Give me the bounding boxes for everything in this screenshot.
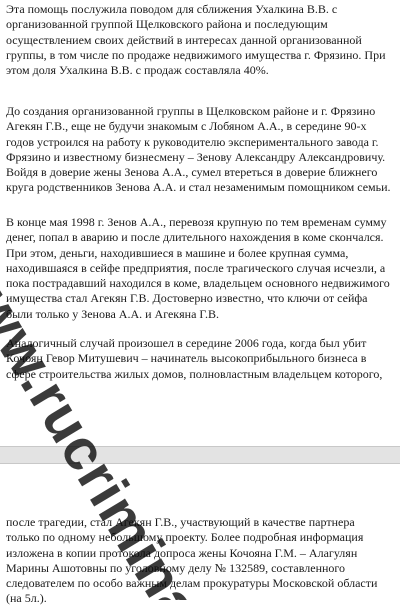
text-line: следователем по особо важным делам прокуратуры Московской области	[6, 576, 378, 591]
paragraph-1	[6, 2, 396, 78]
text-line: В конце мая 1998 г. Зенов А.А., перевозя крупную по тем временам сумму	[6, 215, 387, 229]
text-line: круга родственников Зенова А.А. и стал незаменимым помощником семьи.	[6, 180, 391, 195]
text-line: Фрязино и известному бизнесмену – Зенову Александру Александровичу.	[6, 149, 386, 164]
text-line: годов устроился на работу к руководителю экспериментального завода г.	[6, 134, 379, 149]
text-line: организованной группой Щелковского района и последующим	[6, 17, 328, 32]
text-line: осуществлением своих действий в интересах данной организованной	[6, 32, 362, 47]
text-line: Кочоян Гевор Митушевич – начинатель высокоприбыльного бизнеса в	[6, 351, 367, 366]
text-line: Марины Ашотовны по уголовному делу № 132589, составленного	[6, 560, 346, 575]
text-line: имущества стал Агекян Г.В. Достоверно известно, что ключи от сейфа	[6, 291, 368, 306]
page-break	[0, 446, 400, 464]
text-line: До создания организованной группы в Щелковском районе и г. Фрязино	[6, 104, 376, 118]
text-line: сфере строительства жилых домов, полновластным владельцем которого,	[6, 366, 383, 381]
text-line: были только у Зенова А.А. и Агекяна Г.В.	[6, 306, 219, 321]
text-line: только по одному небольшому проекту. Более подробная информация	[6, 530, 364, 545]
paragraph-5	[6, 515, 396, 607]
text-line: (на 5л.).	[6, 591, 47, 606]
text-line: пока пострадавший находился в коме, владельцем основного недвижимого	[6, 276, 390, 291]
text-line: после трагедии, стал Агекян Г.В., участвующий в качестве партнера	[6, 515, 355, 529]
paragraph-2	[6, 104, 396, 196]
text-line: этом доля Ухалкина В.В. с продаж составляла 40%.	[6, 63, 269, 78]
paragraph-4	[6, 336, 396, 382]
text-line: Эта помощь послужила поводом для сближения Ухалкина В.В. с	[6, 2, 338, 16]
paragraph-3	[6, 215, 396, 322]
text-line: Агекян Г.В., еще не будучи знакомым с Лобяном А.А., в середине 90-х	[6, 119, 367, 134]
text-line: При этом, деньги, находившиеся в машине и более крупная сумма,	[6, 245, 349, 260]
text-line: Войдя в доверие жены Зенова А.А., сумел втереться в доверие ближнего	[6, 165, 378, 180]
text-line: денег, попал в аварию и после длительного нахождения в коме скончался.	[6, 230, 384, 245]
text-line: изложена в копии протокола допроса жены Кочояна Г.М. – Алагулян	[6, 545, 358, 560]
text-line: Аналогичный случай произошел в середине 2006 года, когда был убит	[6, 336, 367, 350]
text-line: группы, в том числе по продаже недвижимого имущества г. Фрязино. При	[6, 47, 386, 62]
text-line: находившаяся в сейфе предприятия, после трагического случая исчезли, а	[6, 260, 386, 275]
